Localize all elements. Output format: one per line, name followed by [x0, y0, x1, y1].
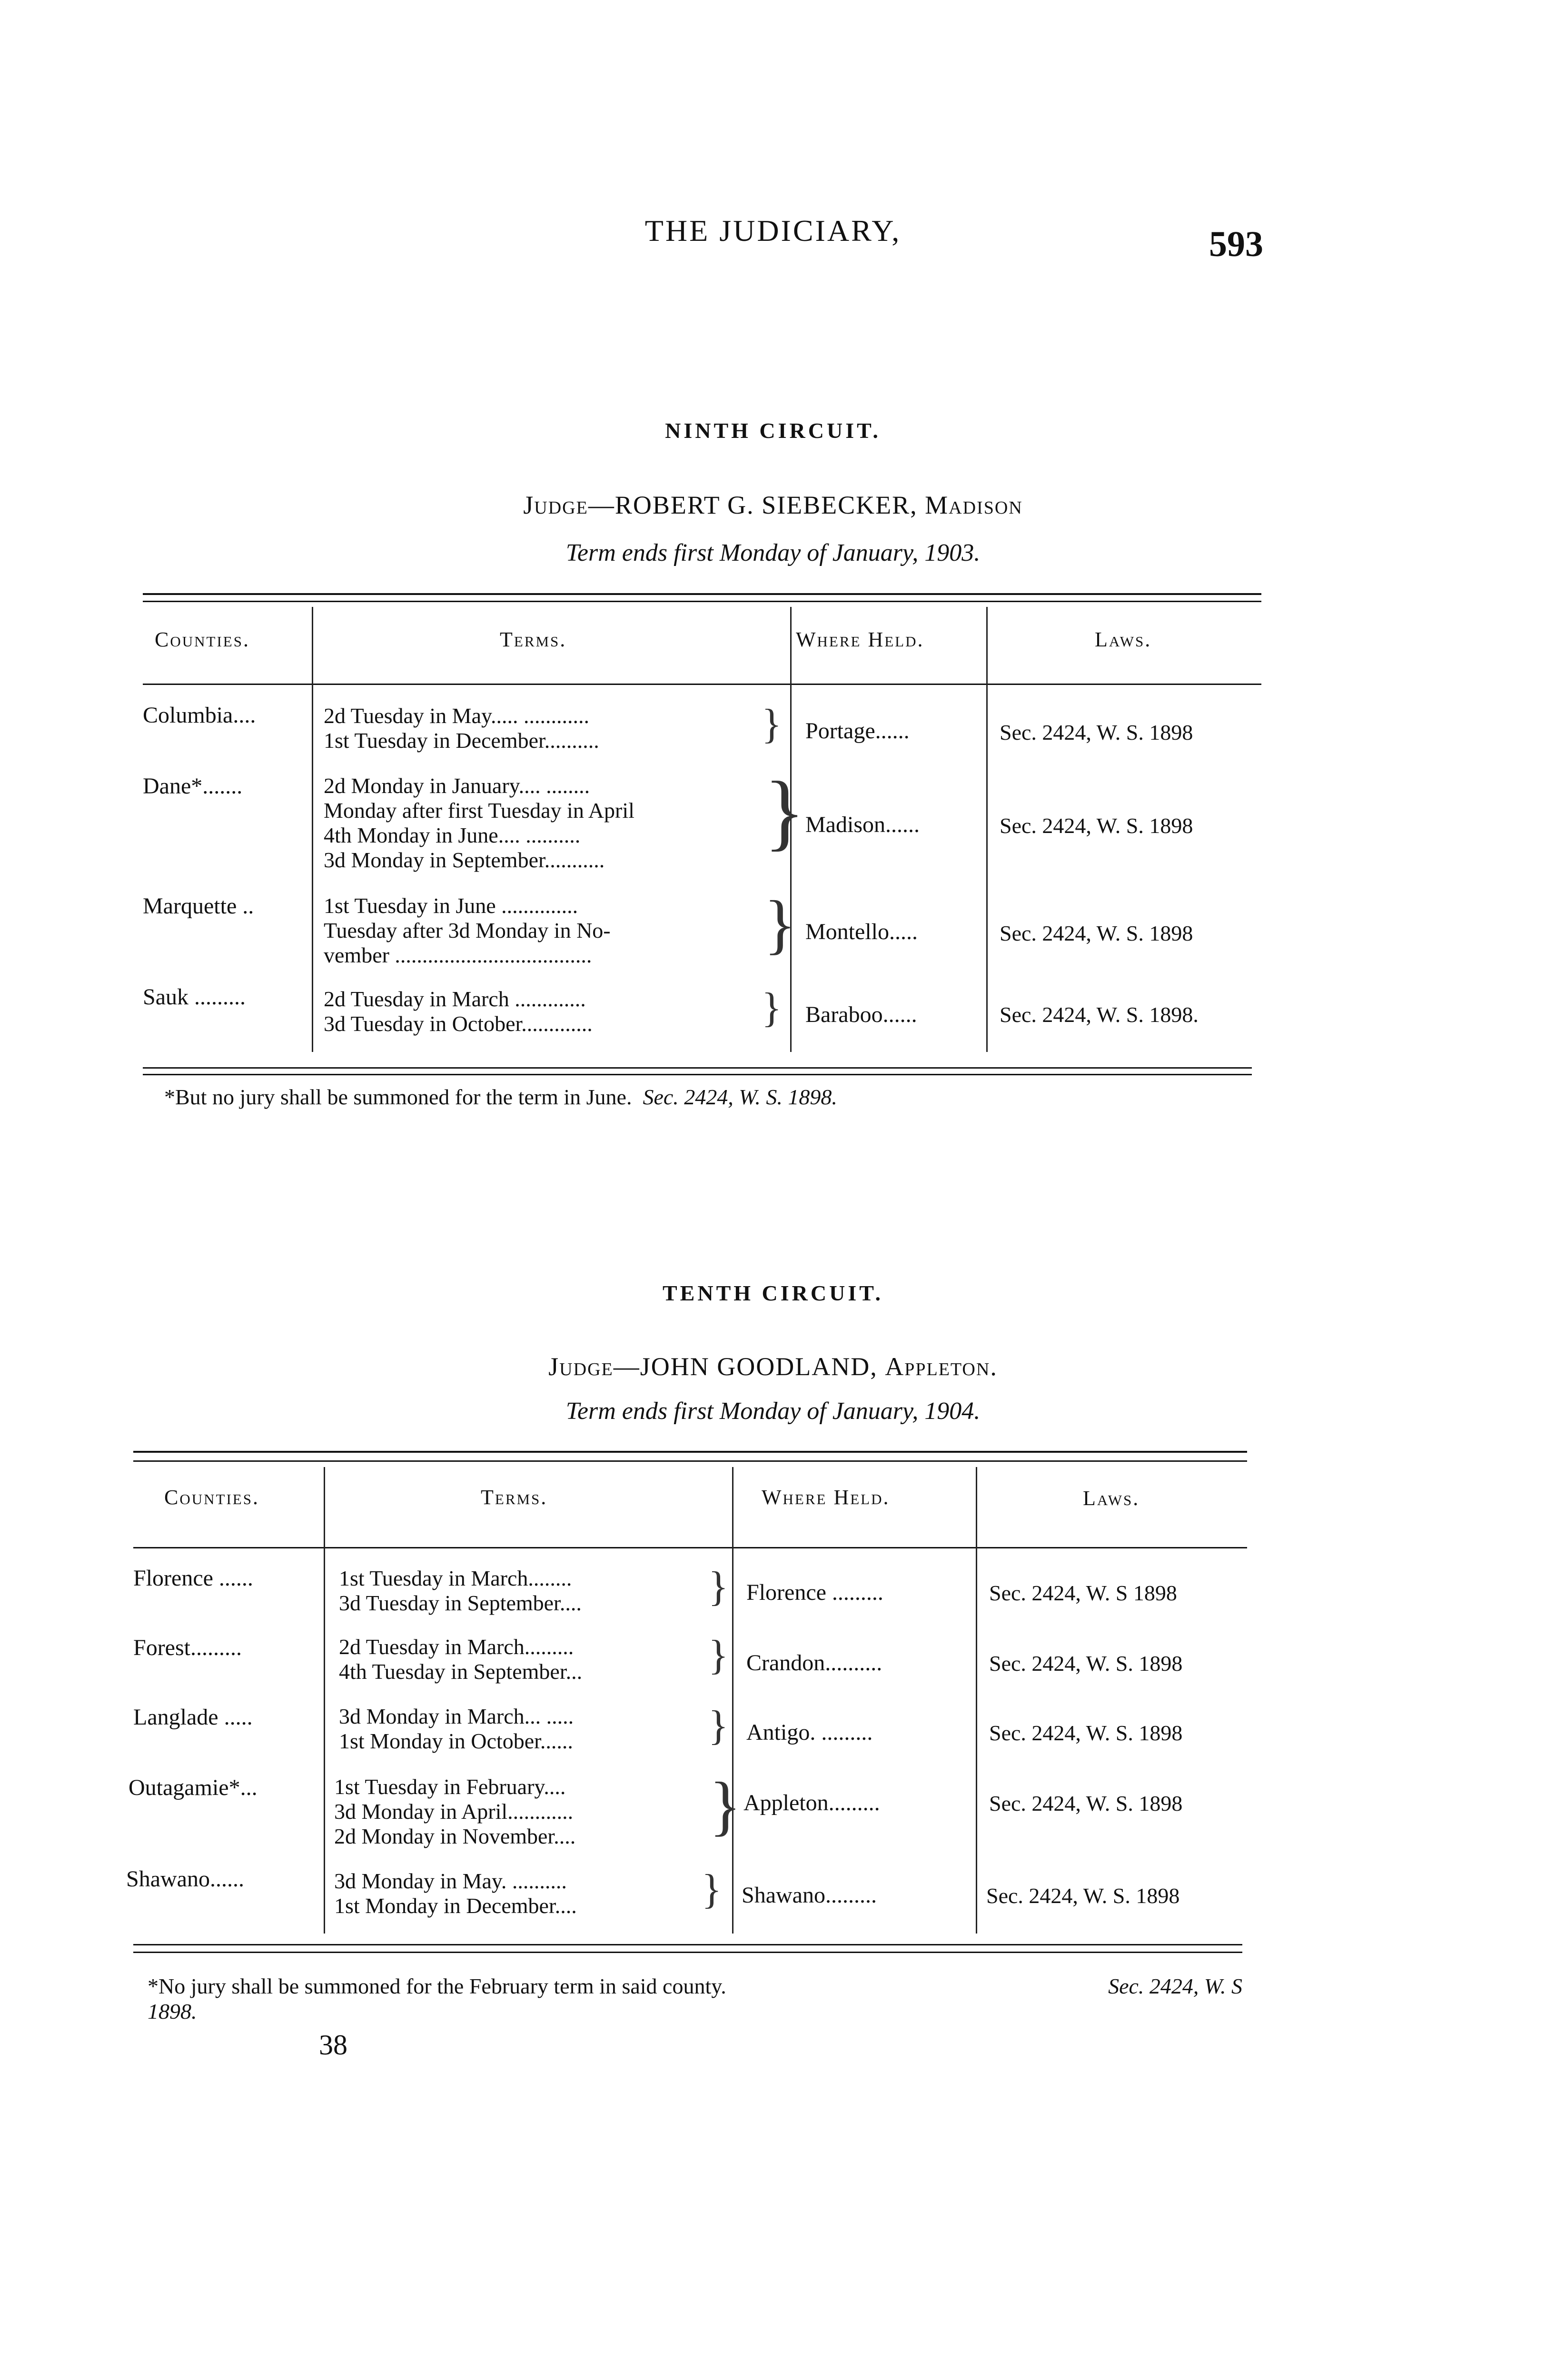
place-cell: Montello..... — [805, 919, 918, 944]
column-divider — [324, 1467, 325, 1934]
place-cell: Florence ......... — [746, 1580, 883, 1605]
brace-icon: } — [708, 1564, 729, 1610]
header-terms: Terms. — [500, 628, 567, 651]
footnote-text: *But no jury shall be summoned for the term in June. — [164, 1085, 632, 1109]
term-line: 2d Monday in January.... ........ — [324, 774, 590, 798]
header-where-held: Where Held. — [762, 1486, 890, 1509]
term-line: 3d Monday in September........... — [324, 848, 605, 872]
law-cell: Sec. 2424, W. S. 1898 — [989, 1721, 1183, 1745]
header-laws: Laws. — [1095, 628, 1152, 651]
brace-icon: } — [762, 701, 782, 747]
judge-prefix: Judge — [523, 491, 588, 519]
term-line: 1st Monday in December.... — [334, 1894, 577, 1918]
footnote-text: *No jury shall be summoned for the February term in said county. — [148, 1974, 726, 1998]
brace-icon: } — [764, 764, 805, 859]
ninth-circuit-title: NINTH CIRCUIT. — [665, 418, 881, 443]
term-line: 2d Monday in November.... — [334, 1824, 576, 1848]
term-line: 1st Tuesday in March........ — [339, 1566, 572, 1590]
term-line: 3d Monday in May. .......... — [334, 1869, 567, 1893]
brace-icon: } — [764, 887, 796, 961]
county-cell: Columbia.... — [143, 703, 256, 728]
term-line: 1st Tuesday in February.... — [334, 1775, 566, 1799]
header-counties: Counties. — [164, 1486, 259, 1509]
term-line: 1st Tuesday in June .............. — [324, 893, 578, 918]
judge-prefix: Judge — [548, 1352, 614, 1381]
county-cell: Shawano...... — [126, 1866, 244, 1892]
table-rule — [133, 1952, 1242, 1953]
place-cell: Crandon.......... — [746, 1650, 882, 1676]
law-cell: Sec. 2424, W. S. 1898 — [989, 1651, 1183, 1676]
term-line: Monday after first Tuesday in April — [324, 798, 634, 823]
terms-cell — [334, 1775, 575, 1849]
judge-city: Madison — [925, 491, 1023, 519]
tenth-circuit-title: TENTH CIRCUIT. — [663, 1281, 883, 1305]
law-cell: Sec. 2424, W. S. 1898 — [1000, 813, 1193, 838]
term-line: 3d Monday in March... ..... — [339, 1704, 574, 1728]
header-laws: Laws. — [1083, 1487, 1140, 1510]
term-line: 2d Tuesday in March......... — [339, 1635, 574, 1659]
term-line: 4th Monday in June.... .......... — [324, 823, 581, 847]
terms-cell — [339, 1704, 574, 1754]
judge-name: —JOHN GOODLAND, — [613, 1352, 885, 1381]
footnote-line — [148, 1973, 1242, 1999]
place-cell: Portage...... — [805, 718, 910, 744]
terms-cell — [334, 1869, 577, 1918]
running-head: THE JUDICIARY, — [644, 214, 902, 248]
header-where-held: Where Held. — [796, 628, 924, 651]
table-rule — [133, 1944, 1242, 1945]
term-line: 2d Tuesday in May..... ............ — [324, 704, 589, 728]
terms-cell — [339, 1635, 582, 1684]
county-cell: Outagamie*... — [129, 1775, 258, 1800]
term-line: 3d Tuesday in October............. — [324, 1012, 593, 1036]
law-cell: Sec. 2424, W. S. 1898 — [1000, 720, 1193, 744]
term-line: 1st Tuesday in December.......... — [324, 728, 599, 753]
footnote-citation: Sec. 2424, W. S. 1898. — [643, 1085, 837, 1109]
term-line: Tuesday after 3d Monday in No- — [324, 918, 611, 942]
brace-icon: } — [702, 1866, 722, 1913]
signature-mark: 38 — [319, 2029, 347, 2061]
county-cell: Langlade ..... — [133, 1705, 253, 1730]
footnote-citation-year: 1898. — [148, 1999, 197, 2023]
place-cell: Madison...... — [805, 812, 920, 837]
law-cell: Sec. 2424, W. S. 1898 — [986, 1884, 1180, 1908]
term-line: 1st Monday in October...... — [339, 1729, 573, 1753]
county-cell: Forest......... — [133, 1635, 242, 1660]
footnote-citation: Sec. 2424, W. S — [1108, 1974, 1242, 1998]
county-cell: Marquette .. — [143, 893, 254, 919]
term-line: 4th Tuesday in September... — [339, 1659, 583, 1684]
judge-city: Appleton. — [885, 1352, 998, 1381]
header-counties: Counties. — [155, 628, 250, 651]
county-cell: Florence ...... — [133, 1566, 253, 1591]
place-cell: Antigo. ......... — [746, 1720, 873, 1745]
column-divider — [976, 1467, 977, 1934]
law-cell: Sec. 2424, W. S. 1898. — [1000, 1002, 1199, 1027]
county-cell: Sauk ......... — [143, 984, 246, 1010]
table-rule — [133, 1460, 1247, 1462]
term-line: vember .................................... — [324, 943, 592, 967]
header-terms: Terms. — [481, 1486, 548, 1509]
law-cell: Sec. 2424, W. S 1898 — [989, 1581, 1177, 1605]
table-rule — [133, 1547, 1247, 1548]
column-divider — [732, 1467, 733, 1934]
brace-icon: } — [762, 985, 782, 1031]
place-cell: Shawano......... — [742, 1883, 877, 1908]
table-rule — [133, 1451, 1247, 1453]
tenth-term-line: Term ends first Monday of January, 1904. — [565, 1398, 981, 1425]
term-line: 3d Tuesday in September.... — [339, 1591, 582, 1615]
term-line: 2d Tuesday in March ............. — [324, 987, 586, 1011]
tenth-footnote — [148, 1973, 1242, 2024]
brace-icon: } — [708, 1632, 729, 1678]
law-cell: Sec. 2424, W. S. 1898 — [989, 1791, 1183, 1815]
judge-name: —ROBERT G. SIEBECKER, — [588, 491, 925, 519]
place-cell: Baraboo...... — [805, 1002, 917, 1027]
term-line: 3d Monday in April............ — [334, 1799, 574, 1824]
place-cell: Appleton......... — [743, 1790, 880, 1815]
county-cell: Dane*....... — [143, 774, 243, 799]
ninth-term-line: Term ends first Monday of January, 1903. — [565, 539, 981, 566]
terms-cell — [339, 1566, 582, 1616]
page-number: 593 — [1209, 224, 1263, 264]
brace-icon: } — [709, 1769, 742, 1843]
brace-icon: } — [708, 1703, 729, 1749]
law-cell: Sec. 2424, W. S. 1898 — [1000, 921, 1193, 945]
